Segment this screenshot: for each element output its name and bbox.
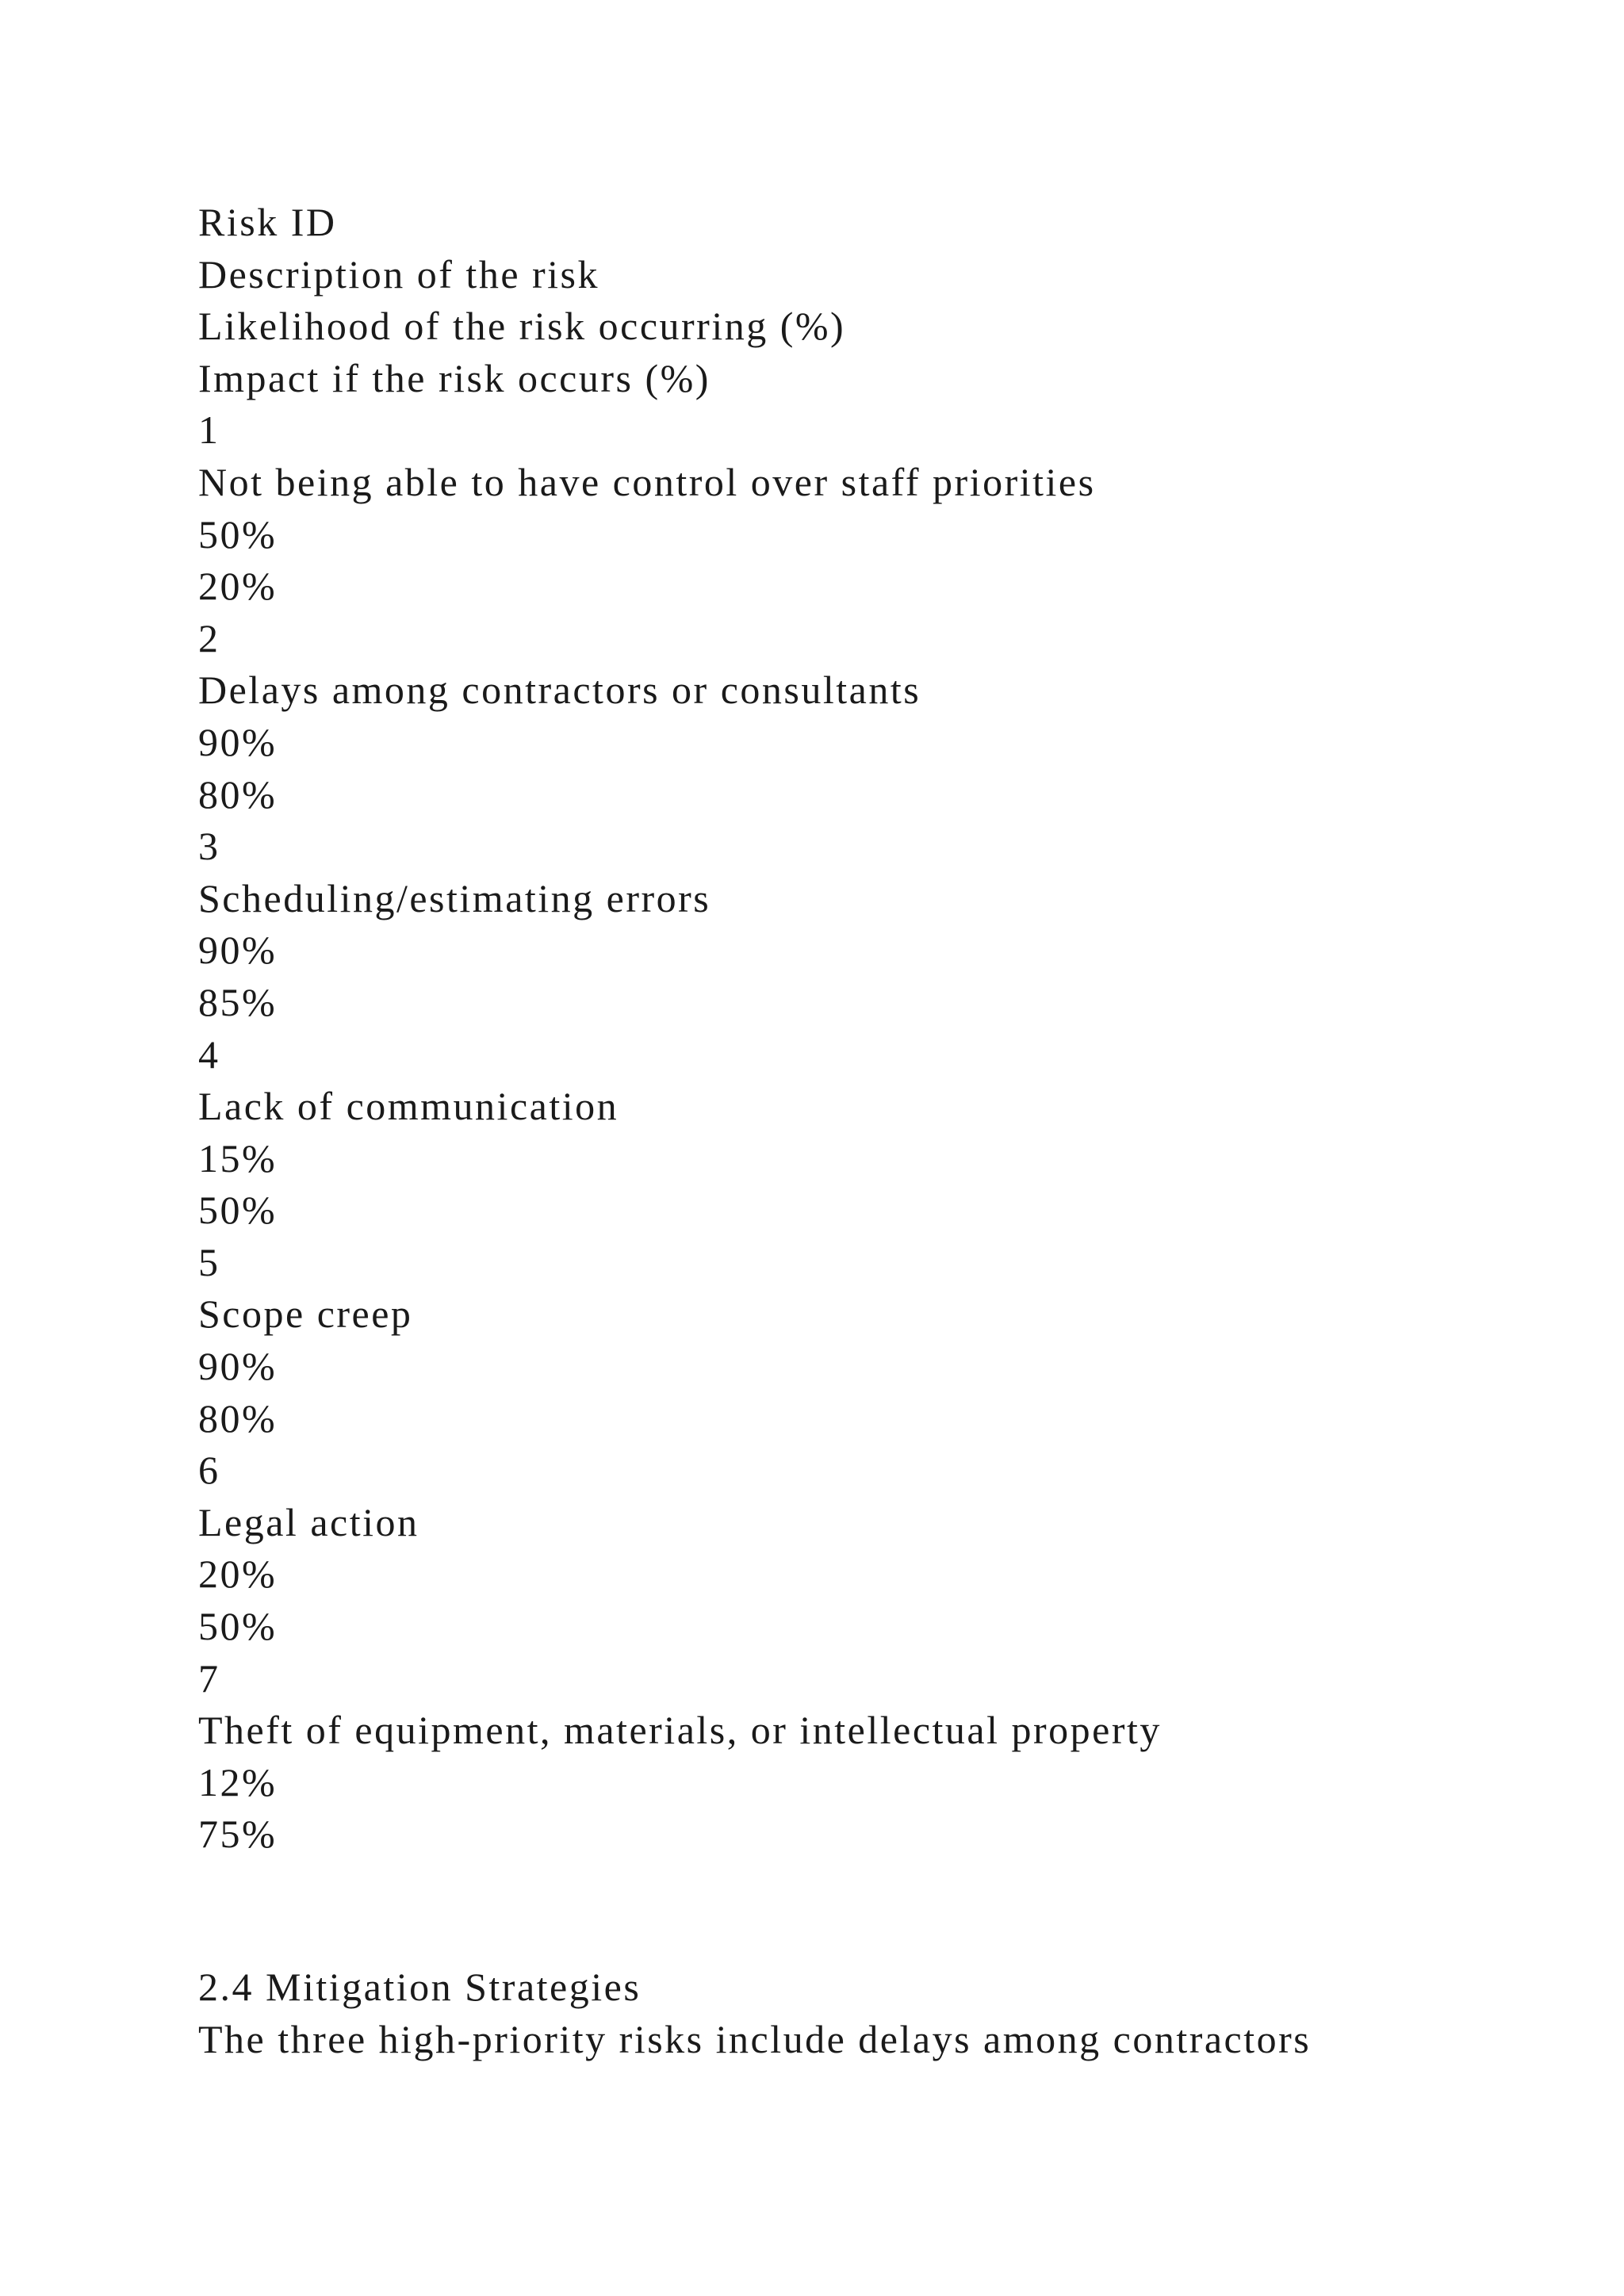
row-1-impact: 20% xyxy=(198,564,278,609)
row-6-description: Legal action xyxy=(198,1499,419,1544)
row-6-id: 6 xyxy=(198,1448,220,1493)
row-6-impact: 50% xyxy=(198,1604,278,1649)
row-2-likelihood: 90% xyxy=(198,719,278,764)
header-risk-id: Risk ID xyxy=(198,200,337,244)
row-7-description: Theft of equipment, materials, or intellectual property xyxy=(198,1708,1162,1753)
row-3-id: 3 xyxy=(198,824,220,869)
row-7-id: 7 xyxy=(198,1655,220,1701)
header-description: Description of the risk xyxy=(198,251,600,297)
row-4-impact: 50% xyxy=(198,1188,278,1233)
row-1-id: 1 xyxy=(198,408,220,453)
row-6-likelihood: 20% xyxy=(198,1552,278,1597)
row-2-id: 2 xyxy=(198,615,220,660)
row-5-description: Scope creep xyxy=(198,1292,413,1337)
row-1-description: Not being able to have control over staff priorities xyxy=(198,459,1096,504)
header-likelihood: Likelihood of the risk occurring (%) xyxy=(198,304,846,349)
section-heading: 2.4 Mitigation Strategies xyxy=(198,1965,642,2009)
row-7-likelihood: 12% xyxy=(198,1759,278,1804)
row-3-description: Scheduling/estimating errors xyxy=(198,875,711,920)
row-5-impact: 80% xyxy=(198,1395,278,1441)
row-4-likelihood: 15% xyxy=(198,1135,278,1181)
row-2-description: Delays among contractors or consultants xyxy=(198,668,921,713)
row-3-likelihood: 90% xyxy=(198,928,278,973)
row-3-impact: 85% xyxy=(198,979,278,1024)
row-7-impact: 75% xyxy=(198,1812,278,1857)
risk-table-text xyxy=(198,197,1546,1861)
section-paragraph: The three high-priority risks include delays among contractors xyxy=(198,2016,1312,2061)
row-2-impact: 80% xyxy=(198,771,278,817)
row-1-likelihood: 50% xyxy=(198,511,278,557)
row-5-likelihood: 90% xyxy=(198,1344,278,1389)
header-impact: Impact if the risk occurs (%) xyxy=(198,355,710,400)
mitigation-section xyxy=(198,1961,1546,2065)
row-5-id: 5 xyxy=(198,1239,220,1284)
row-4-id: 4 xyxy=(198,1031,220,1077)
row-4-description: Lack of communication xyxy=(198,1084,619,1129)
